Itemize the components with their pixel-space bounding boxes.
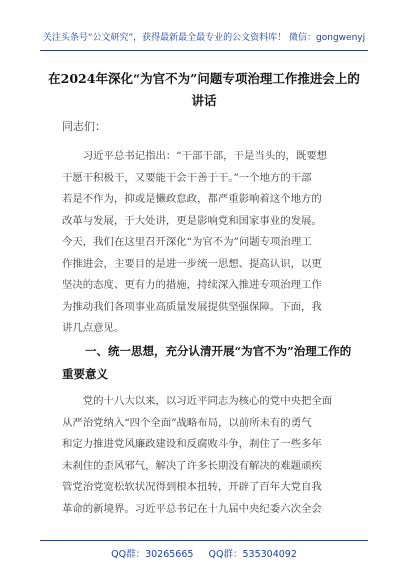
footer-divider — [40, 540, 368, 541]
text-line: 革命的新境界。习近平总书记在十九届中央纪委六次全会 — [62, 502, 322, 515]
text-line: 从严治党纳入“四个全面”战略布局，以前所未有的勇气 — [62, 416, 312, 429]
text-line: 为推动我们各项事业高质量发展提供坚强保障。下面，我 — [62, 300, 322, 313]
paragraph-section1 — [62, 391, 352, 520]
qq-group-left: QQ群：30265665 — [111, 549, 194, 560]
text-line: 未刹住的歪风邪气，解决了许多长期没有解决的难题顽疾 — [62, 459, 322, 472]
salutation: 同志们： — [62, 120, 106, 133]
paragraph-intro — [62, 146, 352, 340]
text-line: 党的十八大以来，以习近平同志为核心的党中央把全面 — [62, 395, 333, 407]
text-line: 改革与发展，于大处讲，更是影响党和国家事业的发展。 — [62, 214, 322, 227]
text-line: 作推进会，主要目的是进一步统一思想、提高认识，以更 — [62, 257, 322, 270]
title-line: 讲话 — [191, 93, 217, 108]
header-divider — [40, 50, 368, 51]
heading-line: 一、统一思想，充分认清开展“为官不为”治理工作的 — [62, 344, 352, 358]
text-line: 今天，我们在这里召开深化“为官不为”问题专项治理工 — [62, 236, 312, 248]
title-line: 在2024年深化“为官不为”问题专项治理工作推进会上的 — [48, 71, 360, 86]
text-line: 讲几点意见。 — [62, 322, 125, 334]
qq-group-right: QQ群：535304092 — [208, 549, 297, 560]
document-title — [44, 68, 364, 112]
section-heading — [62, 340, 352, 386]
heading-line: 重要意义 — [62, 367, 108, 381]
text-line: 习近平总书记指出：“干部干部，干是当头的，既要想 — [62, 150, 328, 162]
text-line: 干愿干积极干，又要能干会干善于干。”一个地方的干部 — [62, 171, 312, 184]
text-line: 若是不作为，抑或是懒政怠政，都严重影响着这个地方的 — [62, 193, 322, 205]
promo-header: 关注头条号“公文研究”，获得最新最全最专业的公文资料库！ 微信：gongwenyj — [42, 33, 366, 43]
text-line: 管党治党宽松软状况得到根本扭转，开辟了百年大党自我 — [62, 481, 322, 493]
text-line: 坚决的态度、更有力的措施，持续深入推进专项治理工作 — [62, 279, 322, 291]
footer-contacts — [0, 546, 408, 560]
text-line: 和定力推进党风廉政建设和反腐败斗争，刹住了一些多年 — [62, 438, 322, 450]
